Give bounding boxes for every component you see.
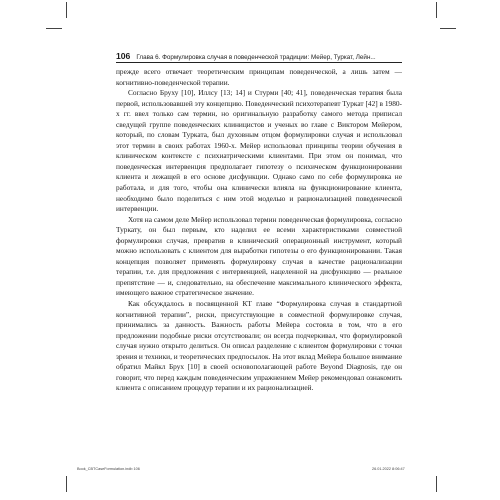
paragraph: Согласно Бруху [10], Иллсу [13; 14] и Стурми [40; 41], поведенческая терапия была первой, использовавшей эту концепцию. Поведенческий психотерапевт Туркат [42] в 1980-х гг. ввел только сам термин, но оригинальную разработку самого метода приписал сведущей группе поведенческих клиницистов и ученых во главе с Виктором Мейером, который, по словам Турката, был духовным отцом формулировки случая и использовал этот термин в своих работах 1960-х. Мейер использовал принципы теории обучения в клиническом контексте с психиатрическими клиентами. При этом он понимал, что поведенческая интервенция предполагает гипотезу о психическом функционировании клиента и лежащей в его основе дисфункции. Однако само по себе формулировка не работала, и для того, чтобы она клинически влияла на функционирование клиента, необходимо было поделиться с ним этой моделью и рационализацией поведенческой интервенции.	[116, 88, 402, 214]
header-rule	[116, 62, 402, 63]
footer-file-info: Book_CBTCaseFormulation.indb 106	[77, 467, 140, 471]
page-header	[116, 51, 402, 61]
paragraph: прежде всего отвечает теоретическим принципам поведенческой, а лишь затем — когнитивно-поведенческой терапии.	[116, 67, 402, 87]
crop-mark	[66, 476, 67, 492]
paragraph: Как обсуждалось в посвященной КТ главе “Формулировка случая в стандартной когнитивной терапии”, риски, присутствующие в совместной формулировке случая, принимались за данность. Важность работы Мейера состояла в том, что в его предложении подобные риски отсутствовали; он всегда подчеркивал, что формулировкой случая нужно открыто делиться. Он описал разделение с клиентом формулировки с точки зрения и техники, и теоретических предпосылок. На этот вклад Мейера большое внимание обратил Майкл Брух [10] в своей основополагающей работе Beyond Diagnosis, где он говорит, что перед каждым поведенческим упражнением Мейер рекомендовал ознакомить клиента с описанием процедур терапии и их рационализацией.	[116, 299, 402, 393]
crop-mark	[46, 28, 62, 29]
body-text	[116, 67, 402, 394]
page-number: 106	[116, 51, 131, 61]
running-head: Глава 6. Формулировка случая в поведенческой традиции: Мейер, Туркат, Лейн...	[136, 54, 376, 61]
footer-timestamp: 26.01.2022 8:06:47	[372, 467, 405, 471]
crop-mark	[436, 2, 437, 18]
crop-mark	[436, 476, 437, 492]
crop-mark	[440, 28, 456, 29]
crop-mark	[66, 2, 67, 18]
paragraph: Хотя на самом деле Мейер использовал термин поведенческая формулировка, согласно Туркату, он был первым, кто наделил ее всеми характеристиками совместной формулировки случая, превратив в клинический операционный инструмент, который можно использовать с клиентом для выработки гипотезы о его функционировании. Такая концепция позволяет применять формулировку случая в качестве рационализации терапии, т.е. для предложения с интервенцией, нацеленной на дисфункцию — реальное препятствие — и, следовательно, на обеспечение максимального клинического эффекта, имеющего важное стратегическое значение.	[116, 214, 402, 298]
